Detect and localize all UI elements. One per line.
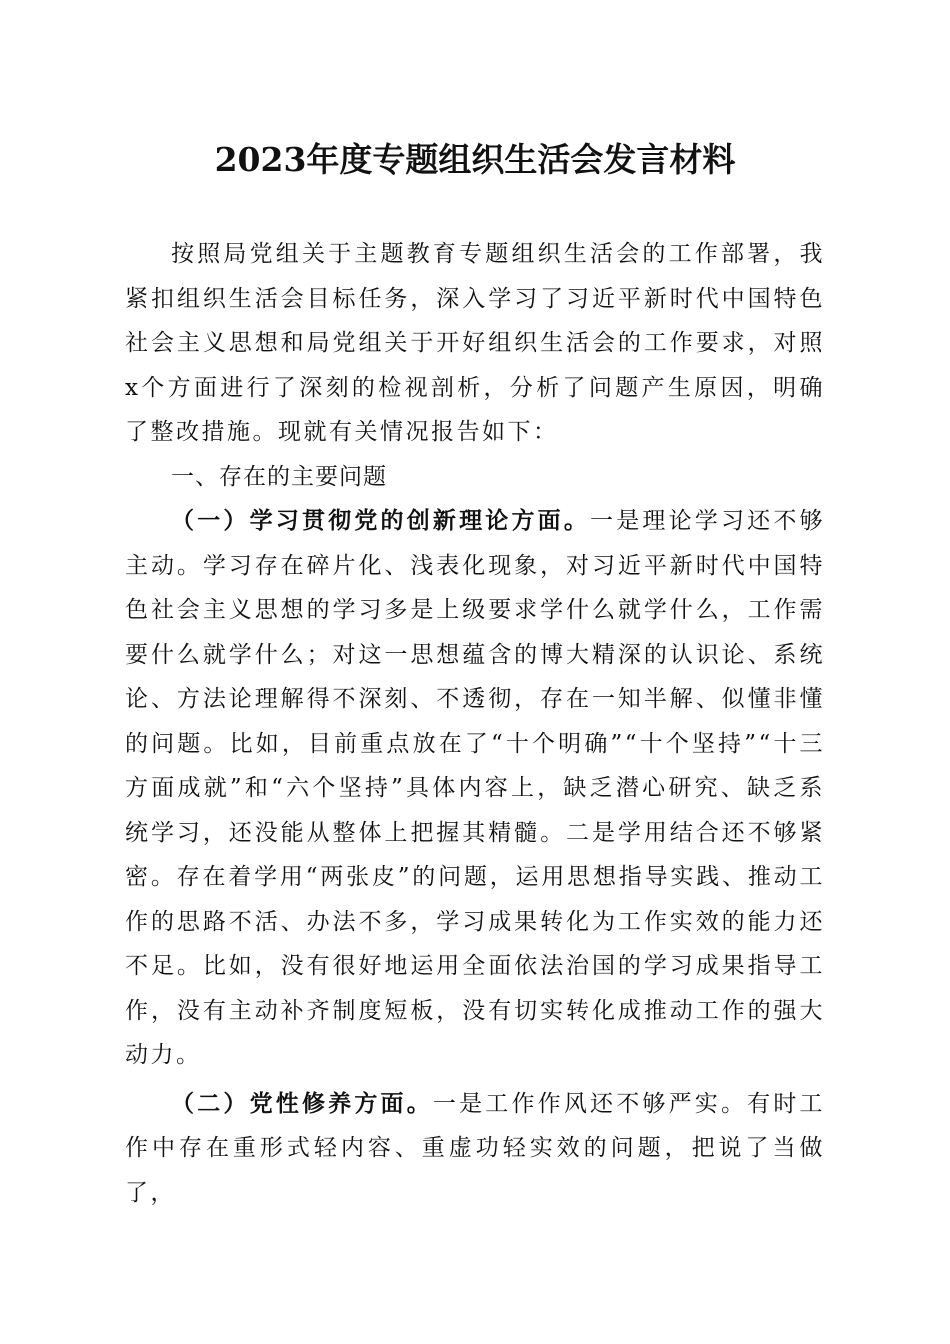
intro-paragraph: 按照局党组关于主题教育专题组织生活会的工作部署，我紧扣组织生活会目标任务，深入学习了习近平新时代中国特色社会主义思想和局党组关于开好组织生活会的工作要求，对照x个方面进行了深刻的检视剖析，分析了问题产生原因，明确了整改措施。现就有关情况报告如下：	[125, 241, 825, 445]
subsection-theory-paragraph	[125, 499, 825, 1078]
subsection-theory-body: 一是理论学习还不够主动。学习存在碎片化、浅表化现象，对习近平新时代中国特色社会主义思想的学习多是上级要求学什么就学什么，工作需要什么就学什么；对这一思想蕴含的博大精深的认识论、系统论、方法论理解得不深刻、不透彻，存在一知半解、似懂非懂的问题。比如，目前重点放在了“十个明确”“十个坚持”“十三方面成就”和“六个坚持”具体内容上，缺乏潜心研究、缺乏系统学习，还没能从整体上把握其精髓。二是学用结合还不够紧密。存在着学用“两张皮”的问题，运用思想指导实践、推动工作的思路不活、办法不多，学习成果转化为工作实效的能力还不足。比如，没有很好地运用全面依法治国的学习成果指导工作，没有主动补齐制度短板，没有切实转化成推动工作的强大动力。	[125, 508, 825, 1068]
document-body	[125, 232, 825, 1215]
section-heading-problems: 一、存在的主要问题	[171, 463, 387, 490]
subsection-party-spirit-paragraph	[125, 1082, 825, 1216]
subsection-party-spirit-lead: （二）党性修养方面。	[171, 1089, 433, 1117]
subsection-theory-lead: （一）学习贯彻党的创新理论方面。	[171, 507, 590, 534]
document-title: 2023年度专题组织生活会发言材料	[214, 140, 736, 179]
subsection-party-spirit-body: 一是工作作风还不够严实。有时工作中存在重形式轻内容、重虚功轻实效的问题，把说了当做了，	[125, 1090, 825, 1206]
